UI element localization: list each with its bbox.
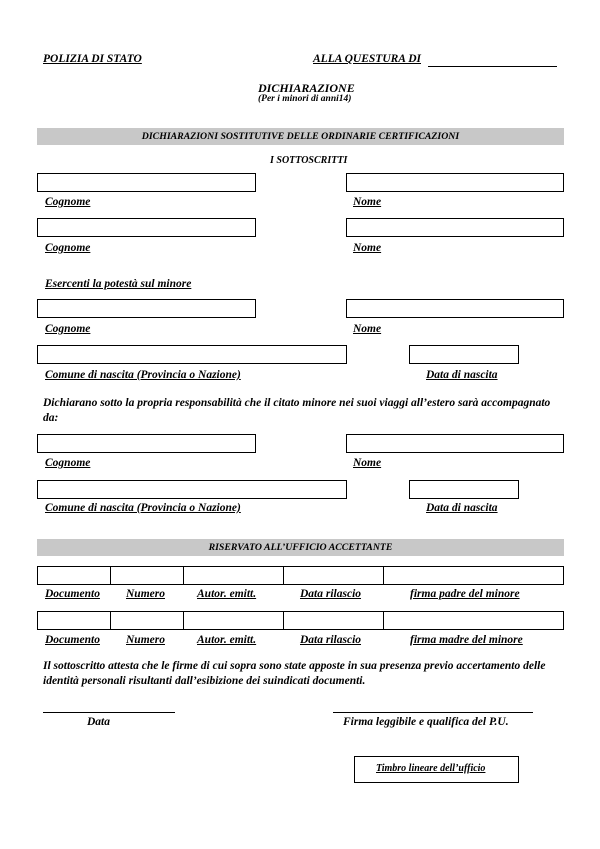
minor-surname-label: Cognome	[45, 323, 91, 335]
mother-number-field[interactable]	[110, 611, 184, 630]
companion-birthplace-label: Comune di nascita (Provincia o Nazione)	[45, 502, 241, 514]
minor-name-field[interactable]	[346, 299, 564, 318]
parent2-name-label: Nome	[353, 242, 382, 254]
section-subheading: I SOTTOSCRITTI	[270, 155, 348, 166]
minor-heading: Esercenti la potestà sul minore	[45, 278, 192, 290]
companion-name-label: Nome	[353, 457, 382, 469]
questura-label: ALLA QUESTURA DI	[313, 53, 421, 65]
mother-number-label: Numero	[126, 634, 165, 646]
parent2-surname-label: Cognome	[45, 242, 91, 254]
section-banner-certifications: DICHIARAZIONI SOSTITUTIVE DELLE ORDINARIE CERTIFICAZIONI	[37, 128, 564, 145]
mother-issue-date-field[interactable]	[283, 611, 384, 630]
mother-signature-field[interactable]	[383, 611, 564, 630]
mother-issue-date-label: Data rilascio	[300, 634, 362, 646]
companion-birthdate-label: Data di nascita	[426, 502, 498, 514]
document-subtitle: (Per i minori di anni14)	[258, 94, 352, 104]
mother-document-label: Documento	[45, 634, 100, 646]
declaration-text: Dichiarano sotto la propria responsabilità che il citato minore nei suoi viaggi all’estero sarà accompagnato da:	[43, 397, 551, 424]
parent2-name-field[interactable]	[346, 218, 564, 237]
parent1-surname-label: Cognome	[45, 196, 91, 208]
document-title: DICHIARAZIONE	[258, 81, 355, 95]
companion-birthdate-field[interactable]	[409, 480, 519, 499]
parent1-surname-field[interactable]	[37, 173, 256, 192]
father-authority-field[interactable]	[183, 566, 284, 585]
minor-birthdate-field[interactable]	[409, 345, 519, 364]
father-signature-label: firma padre del minore	[410, 588, 520, 600]
minor-surname-field[interactable]	[37, 299, 256, 318]
date-label: Data	[87, 716, 110, 728]
companion-surname-field[interactable]	[37, 434, 256, 453]
mother-signature-label: firma madre del minore	[410, 634, 523, 646]
questura-input-line[interactable]	[428, 66, 557, 67]
mother-authority-label: Autor. emitt.	[197, 634, 257, 646]
father-document-label: Documento	[45, 588, 100, 600]
father-number-label: Numero	[126, 588, 165, 600]
father-document-field[interactable]	[37, 566, 111, 585]
section-banner-office: RISERVATO ALL’UFFICIO ACCETTANTE	[37, 539, 564, 556]
minor-birthplace-label: Comune di nascita (Provincia o Nazione)	[45, 369, 241, 381]
parent2-surname-field[interactable]	[37, 218, 256, 237]
officer-signature-line[interactable]	[333, 712, 533, 713]
minor-name-label: Nome	[353, 323, 382, 335]
parent1-name-field[interactable]	[346, 173, 564, 192]
date-line[interactable]	[43, 712, 175, 713]
companion-birthplace-field[interactable]	[37, 480, 347, 499]
officer-signature-label: Firma leggibile e qualifica del P.U.	[343, 716, 509, 728]
father-issue-date-label: Data rilascio	[300, 588, 362, 600]
father-signature-field[interactable]	[383, 566, 564, 585]
office-stamp-label: Timbro lineare dell’ufficio	[376, 763, 486, 774]
father-authority-label: Autor. emitt.	[197, 588, 257, 600]
minor-birthplace-field[interactable]	[37, 345, 347, 364]
father-issue-date-field[interactable]	[283, 566, 384, 585]
mother-authority-field[interactable]	[183, 611, 284, 630]
agency-name: POLIZIA DI STATO	[43, 53, 142, 65]
attestation-text: Il sottoscritto attesta che le firme di cui sopra sono state apposte in sua presenza previo accertamento delle identità personali risultanti dall’esibizione dei suindicati documenti.	[43, 660, 546, 687]
companion-name-field[interactable]	[346, 434, 564, 453]
minor-birthdate-label: Data di nascita	[426, 369, 498, 381]
mother-document-field[interactable]	[37, 611, 111, 630]
parent1-name-label: Nome	[353, 196, 382, 208]
father-number-field[interactable]	[110, 566, 184, 585]
companion-surname-label: Cognome	[45, 457, 91, 469]
